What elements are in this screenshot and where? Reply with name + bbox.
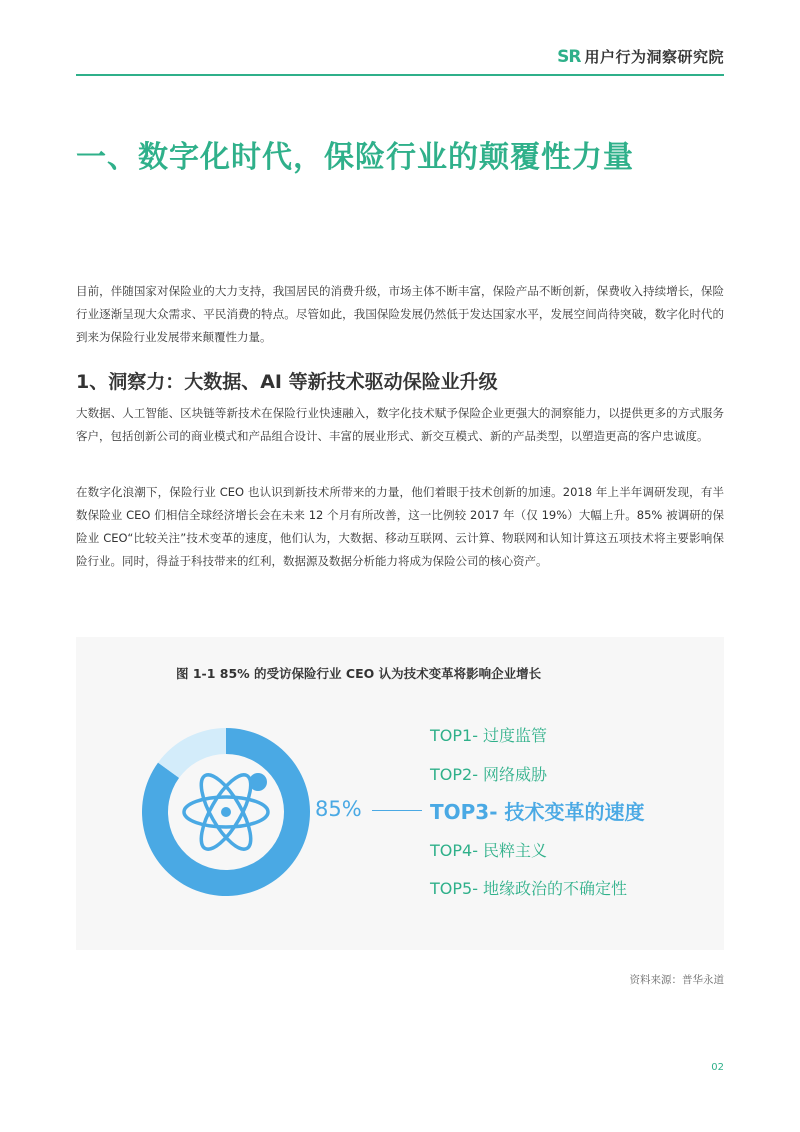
top-item-4: TOP4- 民粹主义 bbox=[430, 841, 548, 860]
page-header bbox=[557, 46, 724, 67]
section-paragraph-2: 在数字化浪潮下，保险行业 CEO 也认识到新技术所带来的力量，他们着眼于技术创新的加速。2018 年上半年调研发现，有半数保险业 CEO 们相信全球经济增长会在未来 12 个月有所改善，这一比例较 2017 年（仅 19%）大幅上升。85% 被调研的保险业 CEO“比较关注”技术变革的速度，他们认为，大数据、移动互联网、云计算、物联网和认知计算这五项技术将主要影响保险行业。同时，得益于科技带来的红利，数据源及数据分析能力将成为保险公司的核心资产。 bbox=[76, 485, 724, 568]
top-item-1: TOP1- 过度监管 bbox=[430, 726, 548, 745]
sr-logo: SR bbox=[557, 46, 581, 67]
percent-label: 85% bbox=[315, 797, 362, 821]
figure-caption: 图 1-1 85% 的受访保险行业 CEO 认为技术变革将影响企业增长 bbox=[176, 666, 542, 681]
section-heading: 1、洞察力：大数据、AI 等新技术驱动保险业升级 bbox=[76, 371, 498, 393]
source-note: 资料来源：普华永道 bbox=[629, 974, 724, 986]
top-item-2: TOP2- 网络威胁 bbox=[430, 765, 548, 784]
donut-chart bbox=[141, 727, 311, 897]
connector-line bbox=[372, 810, 422, 811]
page-number: 02 bbox=[711, 1062, 724, 1073]
intro-paragraph: 目前，伴随国家对保险业的大力支持，我国居民的消费升级，市场主体不断丰富，保险产品不断创新，保费收入持续增长，保险行业逐渐呈现大众需求、平民消费的特点。尽管如此，我国保险发展仍然低于发达国家水平，发展空间尚待突破，数字化时代的到来为保险行业发展带来颠覆性力量。 bbox=[76, 284, 724, 344]
top-item-3: TOP3- 技术变革的速度 bbox=[430, 800, 645, 824]
header-title: 用户行为洞察研究院 bbox=[584, 48, 724, 66]
section-paragraph-1: 大数据、人工智能、区块链等新技术在保险行业快速融入，数字化技术赋予保险企业更强大的洞察能力，以提供更多的方式服务客户，包括创新公司的商业模式和产品组合设计、丰富的展业形式、新交互模式、新的产品类型，以塑造更高的客户忠诚度。 bbox=[76, 406, 724, 443]
figure-panel bbox=[76, 637, 724, 950]
page-title: 一、数字化时代，保险行业的颠覆性力量 bbox=[76, 140, 634, 175]
header-divider bbox=[76, 74, 724, 76]
atom-icon bbox=[184, 768, 268, 856]
top-item-5: TOP5- 地缘政治的不确定性 bbox=[430, 879, 628, 898]
